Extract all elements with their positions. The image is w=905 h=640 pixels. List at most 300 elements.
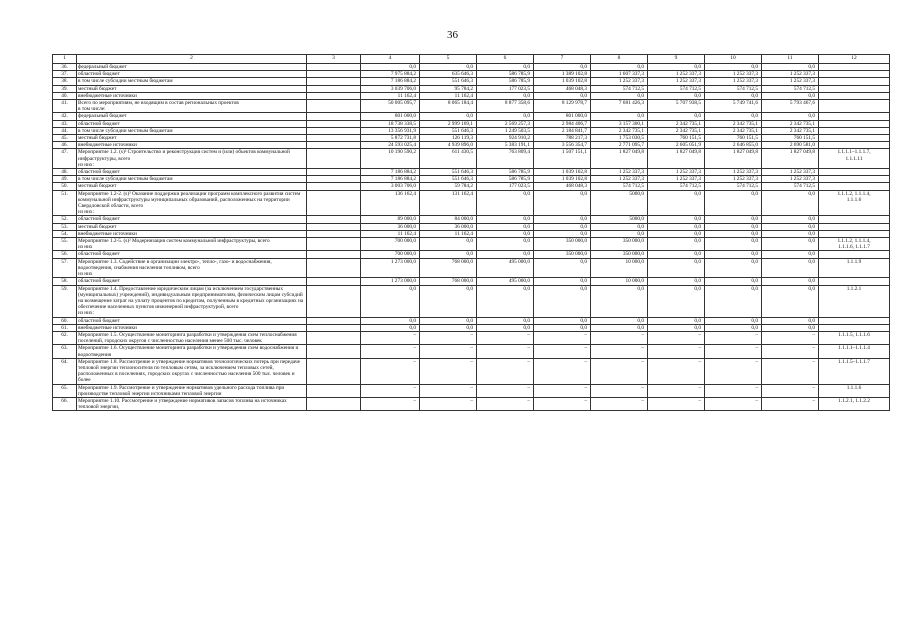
amount-cell: 2 569 257,3 xyxy=(477,120,534,127)
amount-cell: 1 827 049,8 xyxy=(591,149,648,169)
amount-cell: – xyxy=(705,397,762,410)
amount-cell: – xyxy=(705,331,762,344)
amount-cell: 36 000,0 xyxy=(420,223,477,230)
amount-cell: 0,0 xyxy=(705,238,762,251)
table-row xyxy=(53,85,890,92)
amount-cell: 7 186 884,2 xyxy=(361,169,420,176)
description-cell: местный бюджет xyxy=(77,135,307,142)
amount-cell: 2 690 581,0 xyxy=(762,142,819,149)
amount-cell: 131 162,4 xyxy=(420,190,477,216)
amount-cell: – xyxy=(534,345,591,358)
target-indicator-cell: 1.1.1.6 xyxy=(819,384,890,397)
description-cell: областной бюджет xyxy=(77,251,307,258)
amount-cell: 1 039 102,8 xyxy=(534,169,591,176)
amount-cell: 7 186 884,2 xyxy=(361,176,420,183)
amount-cell: 0,0 xyxy=(477,285,534,317)
target-indicator-cell: 1.1.1.2, 1.1.1.4, 1.1.1.6 xyxy=(819,190,890,216)
description-cell: областной бюджет xyxy=(77,169,307,176)
amount-cell: 0,0 xyxy=(705,258,762,278)
amount-cell: – xyxy=(762,331,819,344)
amount-cell: 0,0 xyxy=(762,238,819,251)
table-row xyxy=(53,384,890,397)
amount-cell: 0,0 xyxy=(762,216,819,223)
column-number-cell: 5 xyxy=(420,55,477,64)
description-cell: Мероприятие 1.2-5. (s)² Модернизация систем коммунальной инфраструктуры, всего из них xyxy=(77,238,307,251)
amount-cell: – xyxy=(361,345,420,358)
amount-cell: 7 975 884,2 xyxy=(361,71,420,78)
page-number: 36 xyxy=(447,29,458,41)
amount-cell: 0,0 xyxy=(534,216,591,223)
amount-cell: 10 000,0 xyxy=(591,278,648,285)
amount-cell: 0,0 xyxy=(477,223,534,230)
amount-cell: 0,0 xyxy=(420,324,477,331)
column-number-row xyxy=(53,55,890,64)
column-number-cell: 4 xyxy=(361,55,420,64)
amount-cell: 2 342 735,1 xyxy=(705,120,762,127)
amount-cell: 0,0 xyxy=(420,285,477,317)
row-number-cell: 63. xyxy=(53,345,77,358)
row-number-cell: 66. xyxy=(53,397,77,410)
amount-cell: 574 712,5 xyxy=(591,85,648,92)
amount-cell: 1 753 030,5 xyxy=(591,135,648,142)
target-indicator-cell xyxy=(819,251,890,258)
amount-cell: 1 252 337,3 xyxy=(762,71,819,78)
amount-cell: 0,0 xyxy=(591,317,648,324)
amount-cell: 0,0 xyxy=(361,285,420,317)
target-indicator-cell xyxy=(819,169,890,176)
amount-cell: 0,0 xyxy=(477,230,534,237)
budget-table-container xyxy=(52,54,871,411)
amount-cell: 1 252 337,3 xyxy=(762,78,819,85)
target-indicator-cell: 1.1.1.2, 1.1.1.4, 1.1.1.6, 1.1.1.7 xyxy=(819,238,890,251)
amount-cell: 551 646,3 xyxy=(420,127,477,134)
amount-cell: 5 749 741,6 xyxy=(705,100,762,113)
amount-cell: 0,0 xyxy=(648,317,705,324)
amount-cell: 0,0 xyxy=(648,285,705,317)
table-row xyxy=(53,113,890,120)
amount-cell: 3 157 300,1 xyxy=(591,120,648,127)
amount-cell: 924 910,2 xyxy=(477,135,534,142)
target-indicator-cell xyxy=(819,78,890,85)
amount-cell: 0,0 xyxy=(534,278,591,285)
amount-cell: – xyxy=(648,397,705,410)
amount-cell: 0,0 xyxy=(420,113,477,120)
amount-cell: 574 712,5 xyxy=(762,183,819,190)
amount-cell: – xyxy=(477,384,534,397)
column-3-cell xyxy=(307,278,361,285)
description-cell: внебюджетные источники xyxy=(77,142,307,149)
description-cell: Мероприятие 1.10. Рассмотрение и утверждение нормативов запасов топлива на источниках тепловой энергии, xyxy=(77,397,307,410)
column-3-cell xyxy=(307,317,361,324)
amount-cell: 0,0 xyxy=(477,64,534,71)
table-row xyxy=(53,216,890,223)
amount-cell: 768 000,0 xyxy=(420,258,477,278)
amount-cell: 0,0 xyxy=(420,64,477,71)
amount-cell: 1 252 337,3 xyxy=(705,71,762,78)
column-3-cell xyxy=(307,92,361,99)
amount-cell: – xyxy=(361,331,420,344)
amount-cell: 468 048,3 xyxy=(534,183,591,190)
amount-cell: 495 000,0 xyxy=(477,258,534,278)
target-indicator-cell xyxy=(819,113,890,120)
target-indicator-cell xyxy=(819,85,890,92)
description-cell: Мероприятие 1.2-2. (s)² Оказание поддержки реализации программ комплексного развития систем коммунальной инфраструктуры муниципальных образований, расположенных на территории Свердловской области, всего из них: xyxy=(77,190,307,216)
amount-cell: 0,0 xyxy=(361,324,420,331)
description-cell: в том числе субсидии местным бюджетам xyxy=(77,176,307,183)
amount-cell: 1 252 337,3 xyxy=(705,78,762,85)
row-number-cell: 48. xyxy=(53,169,77,176)
amount-cell: 1 252 337,3 xyxy=(591,78,648,85)
row-number-cell: 39. xyxy=(53,85,77,92)
amount-cell: 574 712,5 xyxy=(705,85,762,92)
amount-cell: – xyxy=(591,345,648,358)
amount-cell: 10 190 590,2 xyxy=(361,149,420,169)
description-cell: Мероприятие 1.8. Рассмотрение и утверждение нормативов технологических потерь при передаче тепловой энергии теплоносителя по тепловым сетям, за исключением тепловых сетей, расположенных в поселениях, городских округах с численностью населения 500 тыс. человек и более xyxy=(77,358,307,384)
column-number-cell: 11 xyxy=(762,55,819,64)
column-3-cell xyxy=(307,216,361,223)
row-number-cell: 56. xyxy=(53,251,77,258)
description-cell: местный бюджет xyxy=(77,85,307,92)
table-row xyxy=(53,230,890,237)
amount-cell: – xyxy=(477,345,534,358)
description-cell: Мероприятие 1.9. Рассмотрение и утверждение нормативов удельного расхода топлива при производстве тепловой энергии источниками тепловой энергии xyxy=(77,384,307,397)
table-row xyxy=(53,258,890,278)
amount-cell: 36 000,0 xyxy=(361,223,420,230)
budget-table xyxy=(52,54,890,411)
amount-cell: – xyxy=(762,358,819,384)
amount-cell: 1 039 102,8 xyxy=(534,78,591,85)
table-row xyxy=(53,285,890,317)
amount-cell: – xyxy=(591,358,648,384)
column-3-cell xyxy=(307,120,361,127)
amount-cell: 0,0 xyxy=(648,223,705,230)
amount-cell: 0,0 xyxy=(762,92,819,99)
row-number-cell: 60. xyxy=(53,317,77,324)
amount-cell: 0,0 xyxy=(477,238,534,251)
amount-cell: 788 217,3 xyxy=(534,135,591,142)
amount-cell: 350 000,0 xyxy=(591,238,648,251)
column-3-cell xyxy=(307,127,361,134)
amount-cell: – xyxy=(648,345,705,358)
amount-cell: 5 793 467,6 xyxy=(762,100,819,113)
description-cell: Мероприятие 1.2. (s)² Строительство и реконструкция систем и (или) объектов коммунальной инфраструктуры, всего из них: xyxy=(77,149,307,169)
amount-cell: 1 827 049,8 xyxy=(705,149,762,169)
row-number-cell: 54. xyxy=(53,230,77,237)
column-3-cell xyxy=(307,85,361,92)
table-row xyxy=(53,223,890,230)
amount-cell: – xyxy=(361,384,420,397)
row-number-cell: 65. xyxy=(53,384,77,397)
amount-cell: 0,0 xyxy=(534,223,591,230)
row-number-cell: 53. xyxy=(53,223,77,230)
amount-cell: – xyxy=(420,345,477,358)
amount-cell: – xyxy=(477,358,534,384)
amount-cell: 0,0 xyxy=(762,251,819,258)
table-row xyxy=(53,135,890,142)
amount-cell: 0,0 xyxy=(648,216,705,223)
target-indicator-cell xyxy=(819,223,890,230)
description-cell: областной бюджет xyxy=(77,216,307,223)
row-number-cell: 59. xyxy=(53,285,77,317)
amount-cell: 0,0 xyxy=(361,64,420,71)
amount-cell: 5000,0 xyxy=(591,190,648,216)
amount-cell: 1 039 102,8 xyxy=(534,176,591,183)
amount-cell: 8 129 978,7 xyxy=(534,100,591,113)
amount-cell: 2 342 735,1 xyxy=(648,120,705,127)
amount-cell: 760 151,5 xyxy=(762,135,819,142)
amount-cell: – xyxy=(591,397,648,410)
amount-cell: – xyxy=(361,397,420,410)
description-cell: внебюджетные источники xyxy=(77,230,307,237)
amount-cell: 0,0 xyxy=(762,324,819,331)
table-row xyxy=(53,317,890,324)
target-indicator-cell xyxy=(819,183,890,190)
amount-cell: 11 162,4 xyxy=(420,92,477,99)
amount-cell: 0,0 xyxy=(648,64,705,71)
amount-cell: 11 162,4 xyxy=(361,92,420,99)
amount-cell: – xyxy=(534,397,591,410)
amount-cell: 2 999 169,1 xyxy=(420,120,477,127)
description-cell: в том числе субсидии местным бюджетам xyxy=(77,78,307,85)
amount-cell: 0,0 xyxy=(705,113,762,120)
target-indicator-cell: 1.1.1.5–1.1.1.7 xyxy=(819,358,890,384)
row-number-cell: 62. xyxy=(53,331,77,344)
amount-cell: 586 785,9 xyxy=(477,71,534,78)
description-cell: областной бюджет xyxy=(77,317,307,324)
amount-cell: 7 186 884,2 xyxy=(361,78,420,85)
target-indicator-cell: 1.1.2.1, 1.1.2.2 xyxy=(819,397,890,410)
amount-cell: 574 712,5 xyxy=(648,183,705,190)
table-row xyxy=(53,238,890,251)
amount-cell: 2 984 406,7 xyxy=(534,120,591,127)
column-number-cell: 3 xyxy=(307,55,361,64)
amount-cell: – xyxy=(705,358,762,384)
amount-cell: 1 252 337,3 xyxy=(648,71,705,78)
row-number-cell: 45. xyxy=(53,135,77,142)
amount-cell: 3 556 354,7 xyxy=(534,142,591,149)
amount-cell: 586 785,9 xyxy=(477,176,534,183)
description-cell: областной бюджет xyxy=(77,71,307,78)
amount-cell: 350 000,0 xyxy=(534,238,591,251)
description-cell: областной бюджет xyxy=(77,120,307,127)
amount-cell: 0,0 xyxy=(477,113,534,120)
column-3-cell xyxy=(307,64,361,71)
row-number-cell: 46. xyxy=(53,142,77,149)
amount-cell: 0,0 xyxy=(534,64,591,71)
row-number-cell: 38. xyxy=(53,78,77,85)
table-row xyxy=(53,397,890,410)
column-number-cell: 2 xyxy=(77,55,307,64)
amount-cell: 0,0 xyxy=(762,285,819,317)
column-3-cell xyxy=(307,149,361,169)
amount-cell: 2 646 855,0 xyxy=(705,142,762,149)
target-indicator-cell xyxy=(819,127,890,134)
amount-cell: 1 252 337,3 xyxy=(705,176,762,183)
row-number-cell: 50. xyxy=(53,183,77,190)
amount-cell: 95 784,2 xyxy=(420,85,477,92)
description-cell: местный бюджет xyxy=(77,183,307,190)
amount-cell: 0,0 xyxy=(705,92,762,99)
target-indicator-cell xyxy=(819,142,890,149)
amount-cell: 0,0 xyxy=(762,278,819,285)
amount-cell: 0,0 xyxy=(648,258,705,278)
amount-cell: 0,0 xyxy=(762,258,819,278)
column-3-cell xyxy=(307,100,361,113)
amount-cell: 0,0 xyxy=(762,230,819,237)
amount-cell: 0,0 xyxy=(762,223,819,230)
amount-cell: 760 151,5 xyxy=(705,135,762,142)
target-indicator-cell xyxy=(819,176,890,183)
amount-cell: 3 039 706,0 xyxy=(361,85,420,92)
amount-cell: 0,0 xyxy=(762,317,819,324)
amount-cell: 0,0 xyxy=(762,113,819,120)
amount-cell: – xyxy=(591,384,648,397)
amount-cell: 7 681 426,3 xyxy=(591,100,648,113)
amount-cell: 0,0 xyxy=(762,190,819,216)
description-cell: федеральный бюджет xyxy=(77,113,307,120)
amount-cell: 59 784,2 xyxy=(420,183,477,190)
column-number-cell: 7 xyxy=(534,55,591,64)
amount-cell: – xyxy=(534,358,591,384)
amount-cell: 763 809,4 xyxy=(477,149,534,169)
amount-cell: 0,0 xyxy=(361,317,420,324)
table-row xyxy=(53,190,890,216)
row-number-cell: 58. xyxy=(53,278,77,285)
column-3-cell xyxy=(307,238,361,251)
amount-cell: 1 607 337,3 xyxy=(591,71,648,78)
target-indicator-cell xyxy=(819,71,890,78)
amount-cell: 2 184 841,7 xyxy=(534,127,591,134)
amount-cell: 0,0 xyxy=(534,230,591,237)
column-3-cell xyxy=(307,358,361,384)
target-indicator-cell xyxy=(819,135,890,142)
column-number-cell: 1 xyxy=(53,55,77,64)
amount-cell: 24 593 025,4 xyxy=(361,142,420,149)
row-number-cell: 37. xyxy=(53,71,77,78)
table-row xyxy=(53,324,890,331)
amount-cell: 0,0 xyxy=(648,230,705,237)
amount-cell: 0,0 xyxy=(762,64,819,71)
description-cell: внебюджетные источники xyxy=(77,92,307,99)
target-indicator-cell xyxy=(819,92,890,99)
amount-cell: 635 646,3 xyxy=(420,71,477,78)
table-row xyxy=(53,278,890,285)
amount-cell: 586 785,9 xyxy=(477,78,534,85)
amount-cell: 1 252 337,3 xyxy=(762,176,819,183)
amount-cell: – xyxy=(477,397,534,410)
target-indicator-cell: 1.1.1.1–1.1.1.7, 1.1.1.11 xyxy=(819,149,890,169)
amount-cell: 126 119,3 xyxy=(420,135,477,142)
amount-cell: 2 342 735,1 xyxy=(762,127,819,134)
amount-cell: 0,0 xyxy=(648,238,705,251)
amount-cell: 1 252 337,3 xyxy=(762,169,819,176)
amount-cell: – xyxy=(705,384,762,397)
amount-cell: 0,0 xyxy=(534,190,591,216)
target-indicator-cell xyxy=(819,64,890,71)
target-indicator-cell xyxy=(819,120,890,127)
amount-cell: – xyxy=(420,331,477,344)
amount-cell: 0,0 xyxy=(591,285,648,317)
amount-cell: 89 000,0 xyxy=(361,216,420,223)
amount-cell: 0,0 xyxy=(477,317,534,324)
amount-cell: 0,0 xyxy=(534,258,591,278)
amount-cell: 1 507 151,1 xyxy=(534,149,591,169)
amount-cell: 586 785,9 xyxy=(477,169,534,176)
column-3-cell xyxy=(307,169,361,176)
table-row xyxy=(53,127,890,134)
amount-cell: 8 065 184,4 xyxy=(420,100,477,113)
amount-cell: 350 000,0 xyxy=(591,251,648,258)
table-row xyxy=(53,100,890,113)
description-cell: Мероприятие 1.4. Предоставление юридическим лицам (за исключением государственных (муниципальных) учреждений), индивидуальным предпринимателям, физическим лицам субсидий на возмещение затрат на уплату процентов по кредитам, полученным в кредитных организациях на обеспечение населенных пунктов инженерной инфраструктурой, всего из них: xyxy=(77,285,307,317)
amount-cell: 768 000,0 xyxy=(420,278,477,285)
row-number-cell: 43. xyxy=(53,120,77,127)
column-3-cell xyxy=(307,135,361,142)
amount-cell: 2 771 095,7 xyxy=(591,142,648,149)
amount-cell: 760 151,5 xyxy=(648,135,705,142)
amount-cell: 0,0 xyxy=(477,324,534,331)
description-cell: Мероприятие 1.3. Содействие в организации электро-, тепло-, газо- и водоснабжения, водоотведения, снабжения населения топливом, всего из них xyxy=(77,258,307,278)
target-indicator-cell: 1.1.1.5, 1.1.1.6 xyxy=(819,331,890,344)
column-3-cell xyxy=(307,176,361,183)
amount-cell: 3 003 706,0 xyxy=(361,183,420,190)
column-number-cell: 12 xyxy=(819,55,890,64)
amount-cell: 0,0 xyxy=(648,113,705,120)
amount-cell: 2 342 735,1 xyxy=(705,127,762,134)
amount-cell: 2 605 051,9 xyxy=(648,142,705,149)
amount-cell: 0,0 xyxy=(591,64,648,71)
table-row xyxy=(53,176,890,183)
amount-cell: – xyxy=(648,358,705,384)
description-cell: федеральный бюджет xyxy=(77,64,307,71)
column-3-cell xyxy=(307,183,361,190)
target-indicator-cell xyxy=(819,278,890,285)
row-number-cell: 51. xyxy=(53,190,77,216)
amount-cell: – xyxy=(648,384,705,397)
amount-cell: 0,0 xyxy=(591,92,648,99)
table-row xyxy=(53,92,890,99)
amount-cell: 611 430,5 xyxy=(420,149,477,169)
description-cell: Мероприятие 1.5. Осуществление мониторинга разработки и утверждения схем теплоснабжения поселений, городских округов с численностью населения менее 500 тыс. человек xyxy=(77,331,307,344)
target-indicator-cell xyxy=(819,230,890,237)
amount-cell: 1 827 049,8 xyxy=(648,149,705,169)
amount-cell: – xyxy=(420,384,477,397)
column-number-cell: 9 xyxy=(648,55,705,64)
column-3-cell xyxy=(307,251,361,258)
amount-cell: 2 342 735,1 xyxy=(591,127,648,134)
description-cell: в том числе субсидии местным бюджетам xyxy=(77,127,307,134)
table-row xyxy=(53,71,890,78)
amount-cell: 551 646,3 xyxy=(420,176,477,183)
amount-cell: 11 162,4 xyxy=(361,230,420,237)
table-row xyxy=(53,64,890,71)
amount-cell: 0,0 xyxy=(534,324,591,331)
target-indicator-cell xyxy=(819,317,890,324)
amount-cell: 8 877 358,6 xyxy=(477,100,534,113)
amount-cell: 1 273 000,0 xyxy=(361,258,420,278)
amount-cell: 1 389 102,8 xyxy=(534,71,591,78)
amount-cell: 0,0 xyxy=(705,285,762,317)
amount-cell: – xyxy=(762,384,819,397)
amount-cell: 0,0 xyxy=(477,251,534,258)
amount-cell: 801 000,0 xyxy=(534,113,591,120)
row-number-cell: 57. xyxy=(53,258,77,278)
amount-cell: 177 023,5 xyxy=(477,85,534,92)
column-3-cell xyxy=(307,258,361,278)
description-cell: местный бюджет xyxy=(77,223,307,230)
column-3-cell xyxy=(307,113,361,120)
amount-cell: – xyxy=(477,331,534,344)
